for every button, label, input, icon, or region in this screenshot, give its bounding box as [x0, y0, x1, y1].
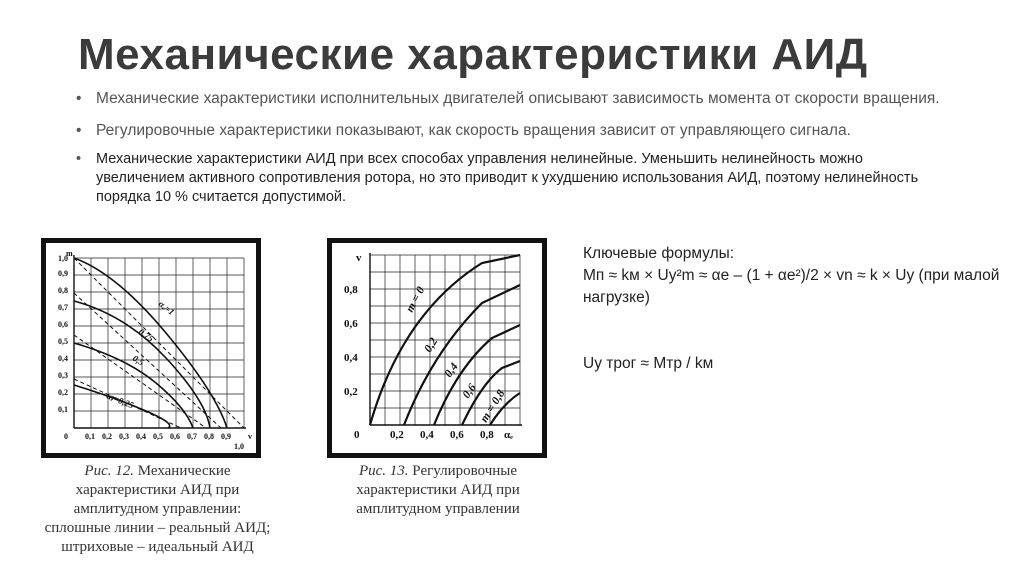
x-tick-label: 0: [354, 429, 360, 441]
spacer: [583, 309, 1013, 353]
x-tick-label: 0: [64, 432, 68, 441]
x-tick-label: 0,8: [204, 432, 214, 441]
bullet-list: [74, 90, 954, 207]
x-tick-label: 0,2: [102, 432, 112, 441]
bullet-item: • Регулировочные характеристики показывают, как скорость вращения зависит от управляющего сигнала.: [74, 122, 954, 140]
curve-label: 0,2: [422, 336, 441, 355]
curve-label: 0,4: [442, 361, 461, 380]
formulas-heading: Ключевые формулы:: [583, 245, 735, 262]
x-tick-label: 0,2: [390, 429, 404, 441]
chart-axes: [74, 255, 246, 428]
y-tick-label: 0,5: [58, 337, 68, 346]
y-tick-label: 0,8: [58, 286, 68, 295]
curve-label: 0,75: [136, 326, 156, 344]
figure-caption: [318, 462, 558, 519]
x-axis-label: v: [248, 432, 252, 441]
figure-regulating-characteristics: [327, 238, 547, 458]
y-tick-label: 0,7: [58, 303, 68, 312]
y-tick-label: 0,4: [344, 352, 358, 364]
curve-label: αₑ=0,25: [105, 390, 136, 411]
curve-ideal-ae-075: [74, 293, 221, 428]
caption-text: Регулировочные характеристики АИД при амплитудном управлении: [356, 463, 520, 517]
mechanical-chart: [46, 243, 256, 453]
regulating-chart: [332, 243, 542, 453]
formula-line: Uy трог ≈ Мтр / kм: [583, 355, 714, 372]
x-tick-label: 0,5: [153, 432, 163, 441]
y-tick-label: 0,4: [58, 354, 68, 363]
caption-number: Рис. 12.: [84, 463, 134, 479]
y-tick-label: 0,2: [344, 386, 358, 398]
x-tick-label: 0,7: [187, 432, 197, 441]
x-tick-label: 0,8: [480, 429, 494, 441]
bullet-item: • Механические характеристики АИД при всех способах управления нелинейные. Уменьшить нелинейность можно увеличением активного сопротивления ротора, но это приводит к ухудшению использования АИД, поэтому нелинейность порядка 10 % считается допустимой.: [74, 150, 954, 207]
y-tick-label: 1,0: [58, 254, 68, 263]
y-tick-label: 0,2: [58, 388, 68, 397]
y-axis-label: m: [66, 249, 73, 258]
curve-label: αₑ=1: [156, 298, 177, 318]
figure-caption: [40, 462, 275, 557]
x-tick-label: 0,3: [119, 432, 129, 441]
caption-number: Рис. 13.: [358, 463, 409, 479]
x-tick-label: 0,4: [420, 429, 434, 441]
curve-label: m = 0,8: [478, 388, 508, 425]
figure-mechanical-characteristics: [41, 238, 261, 458]
bullet-item: • Механические характеристики исполнительных двигателей описывают зависимость момента от скорости вращения.: [74, 90, 954, 108]
x-axis-label: αₑ: [504, 429, 513, 441]
x-tick-label: 0,9: [221, 432, 231, 441]
formula-line: Мп ≈ kм × Uy²m ≈ αe – (1 + αe²)/2 × vn ≈ k × Uy (при малой нагрузке): [583, 267, 1000, 306]
curve-label: m = 0: [404, 284, 428, 315]
x-tick-label: 0,6: [170, 432, 180, 441]
x-tick-label: 0,4: [136, 432, 146, 441]
y-tick-label: 0,1: [58, 405, 68, 414]
y-tick-label: 0,3: [58, 371, 68, 380]
x-tick-label: 1,0: [234, 442, 244, 451]
y-tick-label: 0,6: [58, 320, 68, 329]
curve-label: 0,5: [131, 353, 146, 368]
page-title: Механические характеристики АИД: [78, 30, 868, 79]
y-tick-label: 0,6: [344, 318, 358, 330]
curve-label: 0,6: [460, 382, 479, 401]
key-formulas: [583, 243, 1013, 375]
y-tick-label: 0,8: [344, 284, 358, 296]
y-axis-label: v: [356, 252, 362, 264]
y-tick-label: 0,9: [58, 269, 68, 278]
x-tick-label: 0,6: [450, 429, 464, 441]
x-tick-label: 0,1: [85, 432, 95, 441]
caption-text: Механические характеристики АИД при амплитудном управлении: сплошные линии – реальный АИД; штриховые – идеальный АИД: [44, 463, 271, 555]
